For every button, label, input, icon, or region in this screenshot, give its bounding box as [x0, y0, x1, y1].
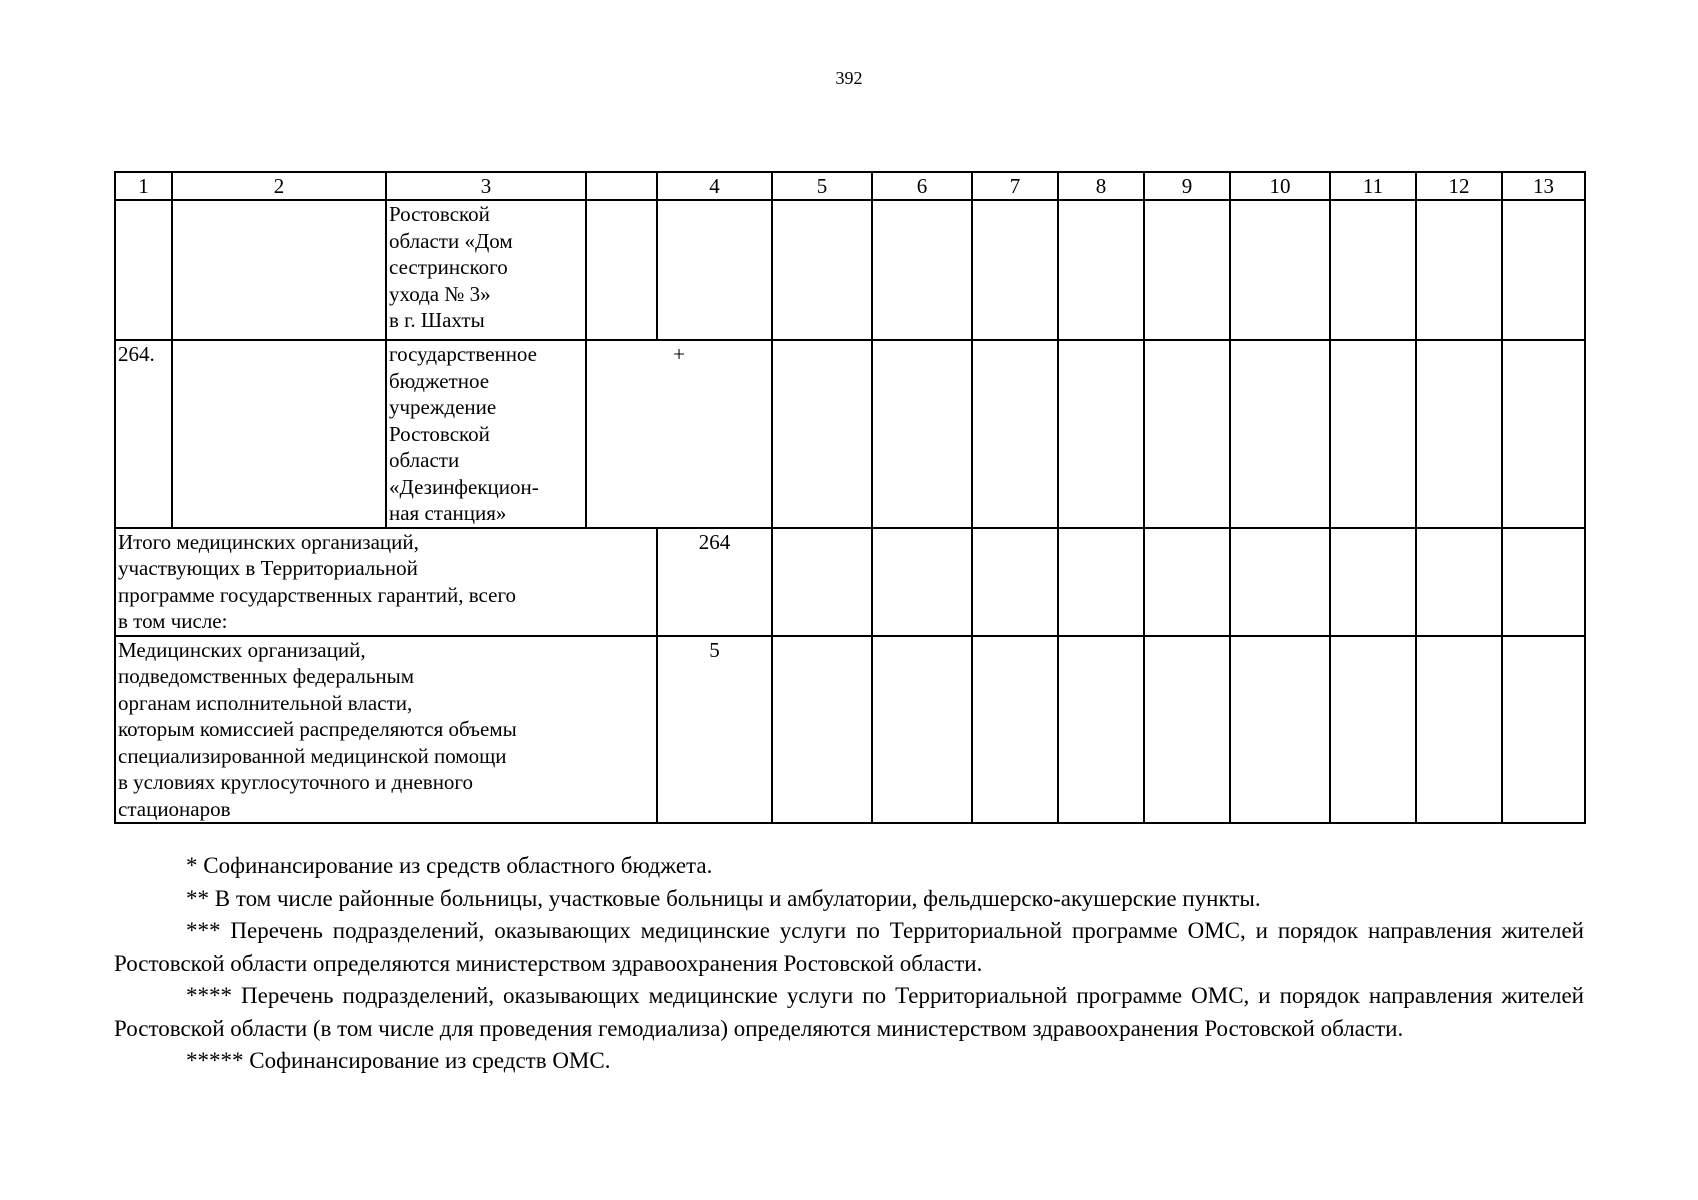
footnote: ** В том числе районные больницы, участковые больницы и амбулатории, фельдшерско-акушерские пункты.	[186, 885, 1261, 911]
row-cell	[1230, 200, 1330, 340]
column-header: 8	[1058, 172, 1144, 200]
row-cell	[1502, 528, 1585, 636]
row-cell	[1058, 340, 1144, 528]
federal-total-label: Медицинских организаций, подведомственных федеральным органам исполнительной власти, которым комиссией распределяются объемы специализированной медицинской помощи в условиях круглосуточного и дневного стационаров	[115, 636, 657, 824]
row-territory	[172, 340, 386, 528]
total-value: 264	[657, 528, 772, 636]
row-cell	[1058, 528, 1144, 636]
row-cell	[1330, 636, 1416, 824]
row-cell	[1416, 340, 1502, 528]
row-cell	[972, 528, 1058, 636]
column-header: 5	[772, 172, 872, 200]
row-cell	[772, 200, 872, 340]
row-cell	[1330, 340, 1416, 528]
row-cell	[872, 200, 972, 340]
row-cell	[972, 200, 1058, 340]
row-cell	[1230, 636, 1330, 824]
footnote: **** Перечень подразделений, оказывающих медицинские услуги по Территориальной программе ОМС, и порядок направления жителей Ростовской области (в том числе для проведения гемодиализа) определяются министерством здравоохранения Ростовской области.	[114, 983, 1584, 1041]
row-cell	[1144, 636, 1230, 824]
row-cell	[1502, 200, 1585, 340]
row-mark: +	[586, 340, 772, 528]
column-header: 13	[1502, 172, 1585, 200]
row-cell	[772, 528, 872, 636]
row-cell	[1058, 636, 1144, 824]
table-row	[115, 340, 1585, 528]
row-cell	[1230, 340, 1330, 528]
column-header: 1	[115, 172, 172, 200]
column-header: 11	[1330, 172, 1416, 200]
column-header: 2	[172, 172, 386, 200]
row-cell	[1330, 528, 1416, 636]
column-header: 12	[1416, 172, 1502, 200]
row-territory	[172, 200, 386, 340]
row-number: 264.	[115, 340, 172, 528]
column-header: 10	[1230, 172, 1330, 200]
row-cell	[972, 636, 1058, 824]
row-cell	[872, 340, 972, 528]
table-header-row	[115, 172, 1585, 200]
row-cell	[872, 528, 972, 636]
row-cell	[1416, 200, 1502, 340]
row-mark	[657, 200, 772, 340]
row-cell	[1058, 200, 1144, 340]
row-cell	[972, 340, 1058, 528]
row-cell	[1416, 636, 1502, 824]
table-row	[115, 200, 1585, 340]
page-number: 392	[835, 68, 863, 88]
footnotes	[114, 850, 1584, 1078]
row-cell	[1502, 636, 1585, 824]
row-organization-name: государственное бюджетное учреждение Ростовской области «Дезинфекцион- ная станция»	[386, 340, 586, 528]
federal-total-value: 5	[657, 636, 772, 824]
total-row	[115, 636, 1585, 824]
column-header: 3	[386, 172, 586, 200]
row-cell	[1144, 200, 1230, 340]
row-cell	[1144, 340, 1230, 528]
row-cell	[772, 340, 872, 528]
total-row	[115, 528, 1585, 636]
column-header	[586, 172, 657, 200]
column-header: 6	[872, 172, 972, 200]
row-cell	[1330, 200, 1416, 340]
row-cell	[1144, 528, 1230, 636]
footnote: * Софинансирование из средств областного бюджета.	[186, 853, 713, 878]
row-empty-cell	[586, 200, 657, 340]
row-cell	[772, 636, 872, 824]
total-label: Итого медицинских организаций, участвующих в Территориальной программе государственных гарантий, всего в том числе:	[115, 528, 657, 636]
footnote: ***** Софинансирование из средств ОМС.	[186, 1048, 611, 1073]
row-cell	[1416, 528, 1502, 636]
organizations-table	[114, 171, 1586, 824]
row-number	[115, 200, 172, 340]
column-header: 4	[657, 172, 772, 200]
row-organization-name: Ростовской области «Дом сестринского ухода № 3» в г. Шахты	[386, 200, 586, 340]
footnote: *** Перечень подразделений, оказывающих медицинские услуги по Территориальной программе ОМС, и порядок направления жителей Ростовской области определяются министерством здравоохранения Ростовской области.	[114, 918, 1584, 976]
column-header: 7	[972, 172, 1058, 200]
row-cell	[1502, 340, 1585, 528]
row-cell	[872, 636, 972, 824]
row-cell	[1230, 528, 1330, 636]
column-header: 9	[1144, 172, 1230, 200]
